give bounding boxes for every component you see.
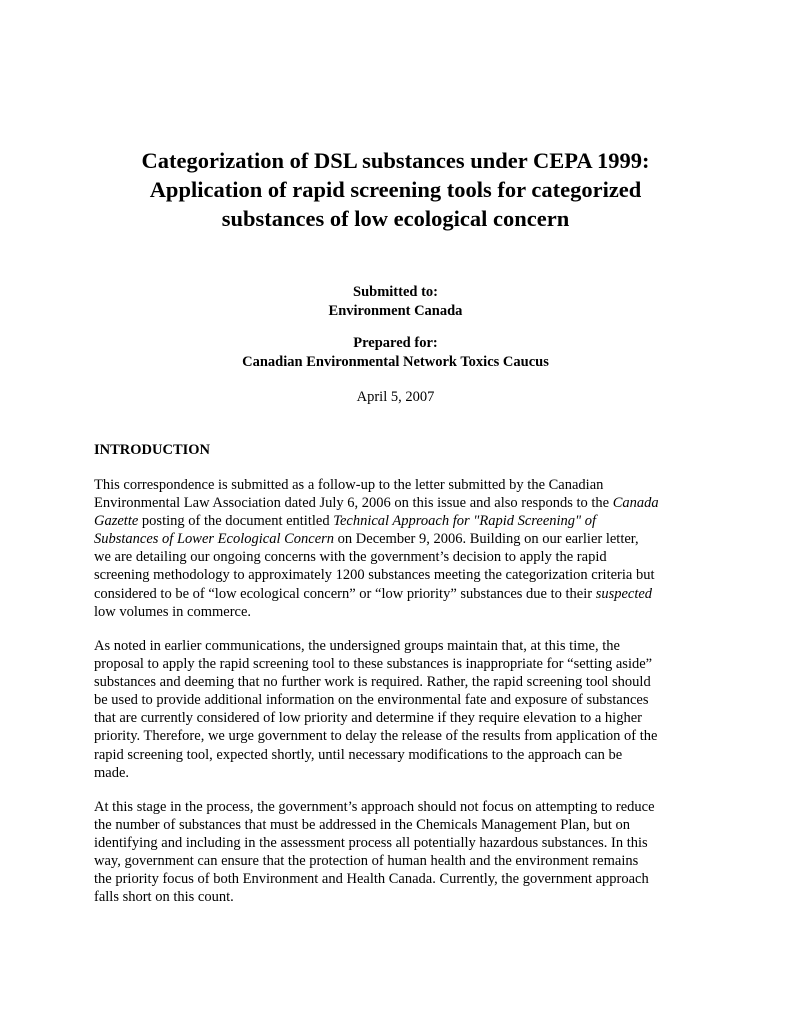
paragraph-line: substances and deeming that no further work is required. Rather, the rapid screening tool should (94, 674, 651, 691)
italic-text: Canada (612, 495, 659, 512)
paragraph-line: This correspondence is submitted as a follow-up to the letter submitted by the Canadian (94, 477, 604, 493)
title-line-3: substances of low ecological concern (221, 206, 570, 231)
paragraph-3 (94, 798, 706, 907)
document-title (60, 146, 731, 233)
paragraph-line: be used to provide additional information on the environmental fate and exposure of substances (94, 692, 649, 709)
paragraph-line: screening methodology to approximately 1200 substances meeting the categorization criteria but (94, 567, 655, 584)
paragraph-1 (94, 476, 706, 621)
italic-text: Substances of Lower Ecological Concern (94, 531, 335, 548)
prepared-for-block (60, 334, 731, 372)
paragraph-line: we are detailing our ongoing concerns with the government’s decision to apply the rapid (94, 549, 607, 566)
prepared-label: Prepared for: (353, 335, 438, 351)
paragraph-2 (94, 637, 706, 782)
paragraph-line: low volumes in commerce. (94, 603, 252, 620)
paragraph-line: made. (94, 764, 130, 781)
paragraph-line: that are currently considered of low priority and determine if they require elevation to a higher (94, 710, 642, 727)
paragraph-line: proposal to apply the rapid screening tool to these substances is inappropriate for “setting aside” (94, 656, 653, 673)
paragraph-line: rapid screening tool, expected shortly, until necessary modifications to the approach can be (94, 746, 623, 763)
paragraph-line: As noted in earlier communications, the undersigned groups maintain that, at this time, the (94, 638, 620, 654)
paragraph-line: falls short on this count. (94, 889, 234, 906)
paragraph-line: Substances of Lower Ecological Concern on December 9, 2006. Building on our earlier letter, (94, 531, 639, 548)
submitted-to-block (60, 283, 731, 321)
section-heading-introduction: INTRODUCTION (94, 442, 211, 458)
document-date: April 5, 2007 (356, 389, 435, 405)
paragraph-line: the priority focus of both Environment and Health Canada. Currently, the government approach (94, 871, 649, 888)
italic-text: Technical Approach for "Rapid Screening" of (333, 513, 597, 530)
paragraph-line: At this stage in the process, the government’s approach should not focus on attempting to reduce (94, 799, 655, 815)
paragraph-line: way, government can ensure that the protection of human health and the environment remains (94, 853, 639, 870)
paragraph-line: Environmental Law Association dated July 6, 2006 on this issue and also responds to the Canada (94, 495, 659, 512)
paragraph-line: the number of substances that must be addressed in the Chemicals Management Plan, but on (94, 817, 630, 834)
paragraph-line: priority. Therefore, we urge government to delay the release of the results from application of the (94, 728, 658, 745)
paragraph-line: Gazette posting of the document entitled Technical Approach for "Rapid Screening" of (94, 513, 597, 530)
italic-text: suspected (595, 585, 653, 602)
paragraph-line: considered to be of “low ecological concern” or “low priority” substances due to their suspected (94, 585, 653, 602)
title-line-1: Categorization of DSL substances under CEPA 1999: (141, 148, 650, 173)
submitted-value: Environment Canada (328, 303, 463, 319)
title-line-2: Application of rapid screening tools for categorized (149, 177, 642, 202)
paragraph-line: identifying and including in the assessment process all potentially hazardous substances. In this (94, 835, 648, 852)
italic-text: Gazette (94, 513, 139, 530)
prepared-value: Canadian Environmental Network Toxics Caucus (242, 354, 549, 370)
submitted-label: Submitted to: (353, 284, 438, 300)
